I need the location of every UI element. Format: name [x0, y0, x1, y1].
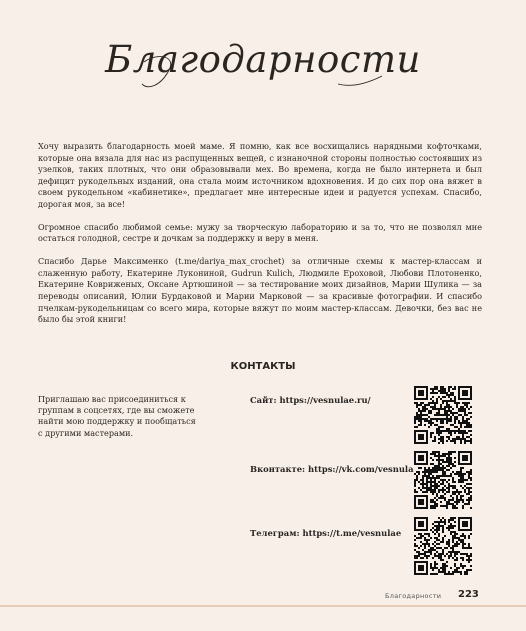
- vk-qr-code[interactable]: [414, 451, 472, 509]
- page-title: Благодарности: [105, 38, 421, 81]
- paragraph-mother: Хочу выразить благодарность моей маме. Я помню, как все восхищались нарядными кофточками, которые она вязала для нас из распущенных вещей, с изнаночной стороны полностью состоявших из узелков, таких плотных, что они образовывали мех. Во времена, когда не было интернета и был дефицит рукодельных изданий, она стала моим источником вдохновения. И до сих пор она вяжет в своем рукодельном «кабинетике», предлагает мне интересные идеи и радуется успехам. Спасибо, дорогая моя, за все!: [38, 141, 482, 209]
- title-flourish-decoration: [138, 54, 388, 94]
- vk-link[interactable]: Вконтакте: https://vk.com/vesnula: [250, 464, 414, 474]
- telegram-link[interactable]: Телеграм: https://t.me/vesnulae: [250, 528, 402, 538]
- page-number: 223: [458, 589, 479, 600]
- contacts-heading: КОНТАКТЫ: [230, 361, 296, 372]
- paragraph-family: Огромное спасибо любимой семье: мужу за творческую лабораторию и за то, что не позволял мне остаться голодной, сестре и дочкам за поддержку и веру в меня.: [38, 221, 482, 244]
- contacts-invite-text: Приглашаю вас присоединиться к группам в соцсетях, где вы сможете найти мою поддержку и пообщаться с другими мастерами.: [38, 394, 196, 438]
- footer-divider: [0, 605, 526, 607]
- site-qr-code[interactable]: [414, 386, 472, 444]
- footer-section-name: Благодарности: [385, 592, 442, 600]
- telegram-qr-code[interactable]: [414, 517, 472, 575]
- acknowledgements-text: [38, 141, 482, 337]
- site-link[interactable]: Сайт: https://vesnulae.ru/: [250, 395, 371, 405]
- paragraph-contributors: Спасибо Дарье Максименко (t.me/dariya_max_crochet) за отличные схемы к мастер-классам и слаженную работу, Екатерине Лукониной, Gudrun Kulich, Людмиле Ероховой, Любови Плотоненко, Екатерине Ковриженых, Оксане Артюшиной — за тестирование моих дизайнов, Марии Шулика — за переводы описаний, Юлии Бурдаковой и Марии Марковой — за красивые фотографии. И спасибо пчелкам-рукодельницам со всего мира, которые вяжут по моим мастер-классам. Девочки, без вас не было бы этой книги!: [38, 256, 482, 325]
